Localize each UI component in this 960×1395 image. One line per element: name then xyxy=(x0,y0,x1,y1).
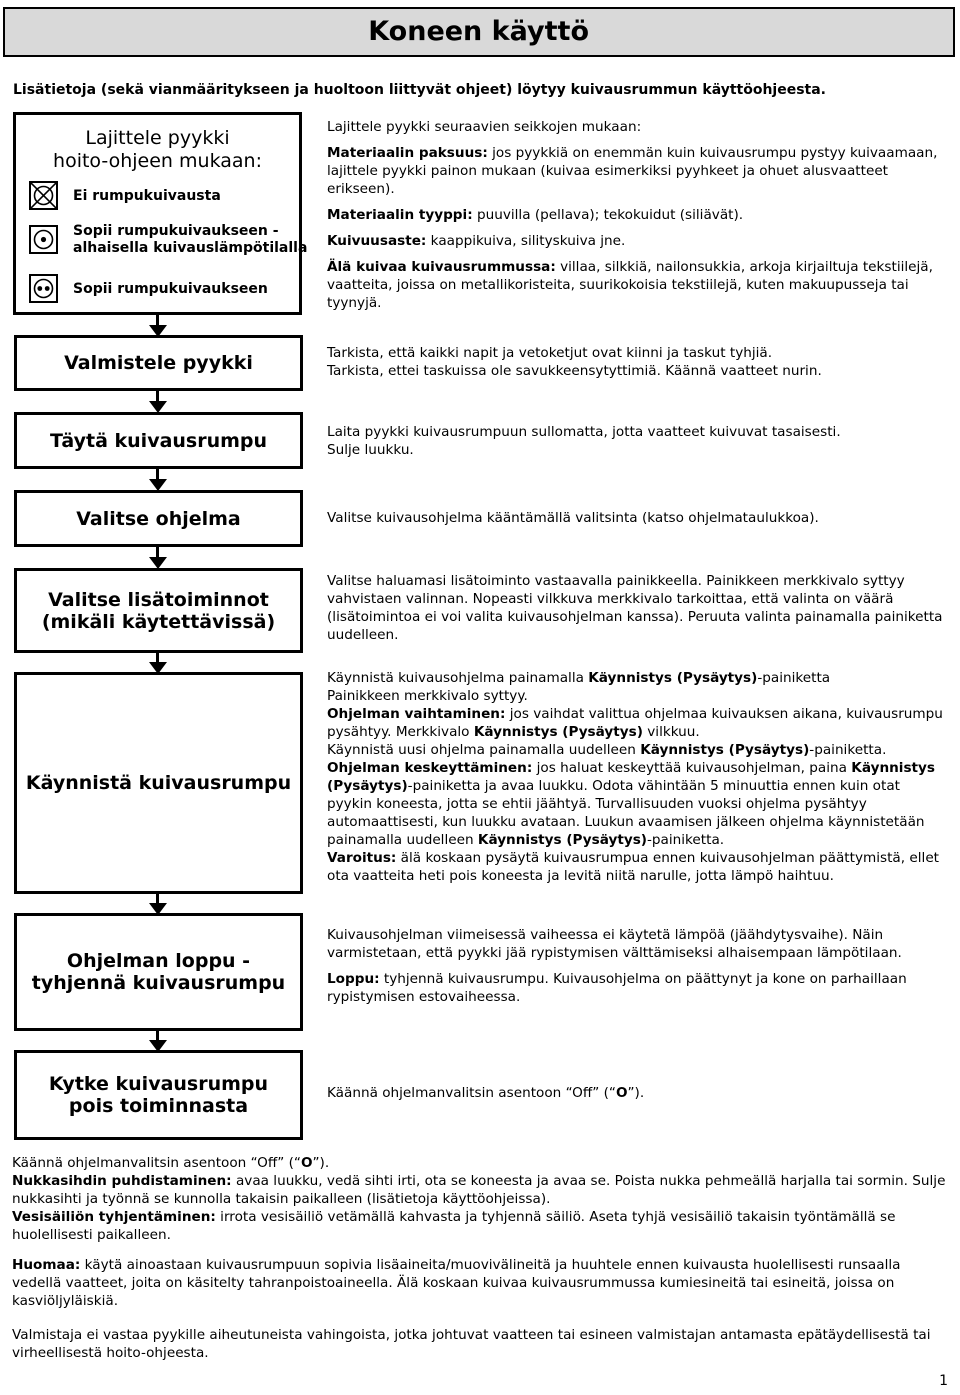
tumble-dry-low-label: Sopii rumpukuivaukseen - alhaisella kuivauslämpötilalla xyxy=(73,223,308,256)
tumble-dry-normal-icon xyxy=(29,274,58,303)
step-prepare-laundry: Valmistele pyykki xyxy=(14,335,303,391)
page-title: Koneen käyttö xyxy=(368,16,589,47)
step-start-dryer: Käynnistä kuivausrumpu xyxy=(14,672,303,894)
sort-laundry-box xyxy=(13,112,308,315)
maintenance-section: Käännä ohjelmanvalitsin asentoon “Off” (“O”). Nukkasihdin puhdistaminen: avaa luukku, vedä sihti irti, ota se koneesta ja avaa se. Poista nukka pehmeällä harjalla tai sormin. Sulje nukkasihti ja työnnä se kunnolla takaisin paikalleen (lisätietoja käyttöohjeissa). Vesisäiliön tyhjentäminen: irrota vesisäiliö vetämällä kahvasta ja tyhjennä säiliö. Aseta tyhjä vesisäiliö takaisin työntämällä se huolellisesti paikalleen. xyxy=(12,1155,946,1243)
step-fill-dryer: Täytä kuivausrumpu xyxy=(14,412,303,469)
step-select-options: Valitse lisätoiminnot (mikäli käytettävissä) xyxy=(14,568,303,653)
flow-arrow xyxy=(149,893,167,915)
header-bar xyxy=(3,7,955,57)
disclaimer: Valmistaja ei vastaa pyykille aiheutuneista vahingoista, jotka johtuvat vaatteen tai esineen valmistajan antamasta epätäydellisestä tai virheellisestä hoito-ohjeesta. xyxy=(12,1327,931,1361)
options-instructions: Valitse haluamasi lisätoiminto vastaavalla painikkeella. Painikkeen merkkivalo syttyy vahvistaen valinnan. Nopeasti vilkkuva merkkivalo tarkoittaa, että valinta on väärä (lisätoimintoa ei voi valita kuivausohjelman kanssa). Peruuta valinta painamalla painiketta uudelleen. xyxy=(327,573,943,643)
sort-instructions: Lajittele pyykki seuraavien seikkojen mukaan: Materiaalin paksuus: jos pyykkiä on enemmän kuin kuivausrumpu pystyy kuivaamaan, lajittele pyykki painon mukaan (kuivaa esimerkiksi pyyhkeet ja ohuet alusvaatteet erikseen). Materiaalin tyyppi: puuvilla (pellava); tekokuidut (siliävät). Kuivuusaste: kaappikuiva, silityskuiva jne. Älä kuivaa kuivausrummussa: villaa, silkkiä, nailonsukkia, arkoja kirjailtuja tekstiilejä, vaatteita, joissa on metallikoristeita, suurikokoisia tekstiilejä, kuten makuupusseja tai tyynyjä. xyxy=(327,119,938,311)
flow-arrow xyxy=(149,546,167,570)
program-instructions: Valitse kuivausohjelma kääntämällä valitsinta (katso ohjelmataulukkoa). xyxy=(327,510,819,526)
step-select-program: Valitse ohjelma xyxy=(14,490,303,547)
tumble-dry-normal-label: Sopii rumpukuivaukseen xyxy=(73,281,268,297)
page-number: 1 xyxy=(939,1373,948,1389)
flow-arrow xyxy=(149,390,167,414)
off-instructions: Käännä ohjelmanvalitsin asentoon “Off” (“O”). xyxy=(327,1085,645,1101)
intro-note: Lisätietoja (sekä vianmääritykseen ja huoltoon liittyvät ohjeet) löytyy kuivausrummun käyttöohjeesta. xyxy=(13,82,827,98)
flow-arrow xyxy=(149,1030,167,1052)
flow-arrow xyxy=(149,652,167,674)
fill-instructions: Laita pyykki kuivausrumpuun sullomatta, jotta vaatteet kuivuvat tasaisesti. Sulje luukku. xyxy=(327,424,841,458)
flow-arrow xyxy=(149,315,167,337)
step-switch-off: Kytke kuivausrumpu pois toiminnasta xyxy=(14,1050,303,1140)
sort-box-title: Lajittele pyykki hoito-ohjeen mukaan: xyxy=(53,127,262,172)
tumble-dry-low-icon xyxy=(29,225,58,254)
flow-arrow xyxy=(149,468,167,492)
note-section: Huomaa: käytä ainoastaan kuivausrumpuun sopivia lisäaineita/muovivälineitä ja huuhtele ennen kuivausta huolellisesti runsaalla vedellä vaatteet, joita on käsitelty tahranpoistoaineella. Älä koskaan kuivaa kuivausrummussa kumiesineitä tai esineitä, joissa on kasviöljyläiskiä. xyxy=(12,1257,901,1309)
step-program-end: Ohjelman loppu - tyhjennä kuivausrumpu xyxy=(14,913,303,1031)
end-instructions: Kuivausohjelman viimeisessä vaiheessa ei käytetä lämpöä (jäähdytysvaihe). Näin varmistetaan, että pyykki jää rypistymisen välttämiseksi alhaisempaan lämpötilaan. Loppu: tyhjennä kuivausrumpu. Kuivausohjelma on päättynyt ja kone on parhaillaan rypistymisen estovaiheessa. xyxy=(327,927,907,1005)
start-instructions: Käynnistä kuivausohjelma painamalla Käynnistys (Pysäytys)-painiketta Painikkeen merkkivalo syttyy. Ohjelman vaihtaminen: jos vaihdat valittua ohjelmaa kuivauksen aikana, kuivausrumpu pysähtyy. Merkkivalo Käynnistys (Pysäytys) vilkkuu. Käynnistä uusi ohjelma painamalla uudelleen Käynnistys (Pysäytys)-painiketta. Ohjelman keskeyttäminen: jos haluat keskeyttää kuivausohjelman, paina Käynnistys (Pysäytys)-painiketta ja avaa luukku. Odota vähintään 5 minuuttia ennen kuin otat pyykin koneesta, jotta se ehtii jäähtyä. Turvallisuuden vuoksi ohjelma pysähtyy automaattisesti, kun luukku avataan. Luukun avaamisen jälkeen ohjelma käynnistetään painamalla uudelleen Käynnistys (Pysäytys)-painiketta. Varoitus: älä koskaan pysäytä kuivausrumpua ennen kuivausohjelman päättymistä, ellet ota vaatteita heti pois koneesta ja levitä niitä narulle, jotta lämpö haihtuu. xyxy=(327,670,943,884)
no-tumble-dry-label: Ei rumpukuivausta xyxy=(73,188,221,204)
no-tumble-dry-icon xyxy=(29,181,58,210)
prepare-instructions: Tarkista, että kaikki napit ja vetoketjut ovat kiinni ja taskut tyhjiä. Tarkista, ettei taskuissa ole savukkeensytyttimiä. Käännä vaatteet nurin. xyxy=(327,345,822,379)
